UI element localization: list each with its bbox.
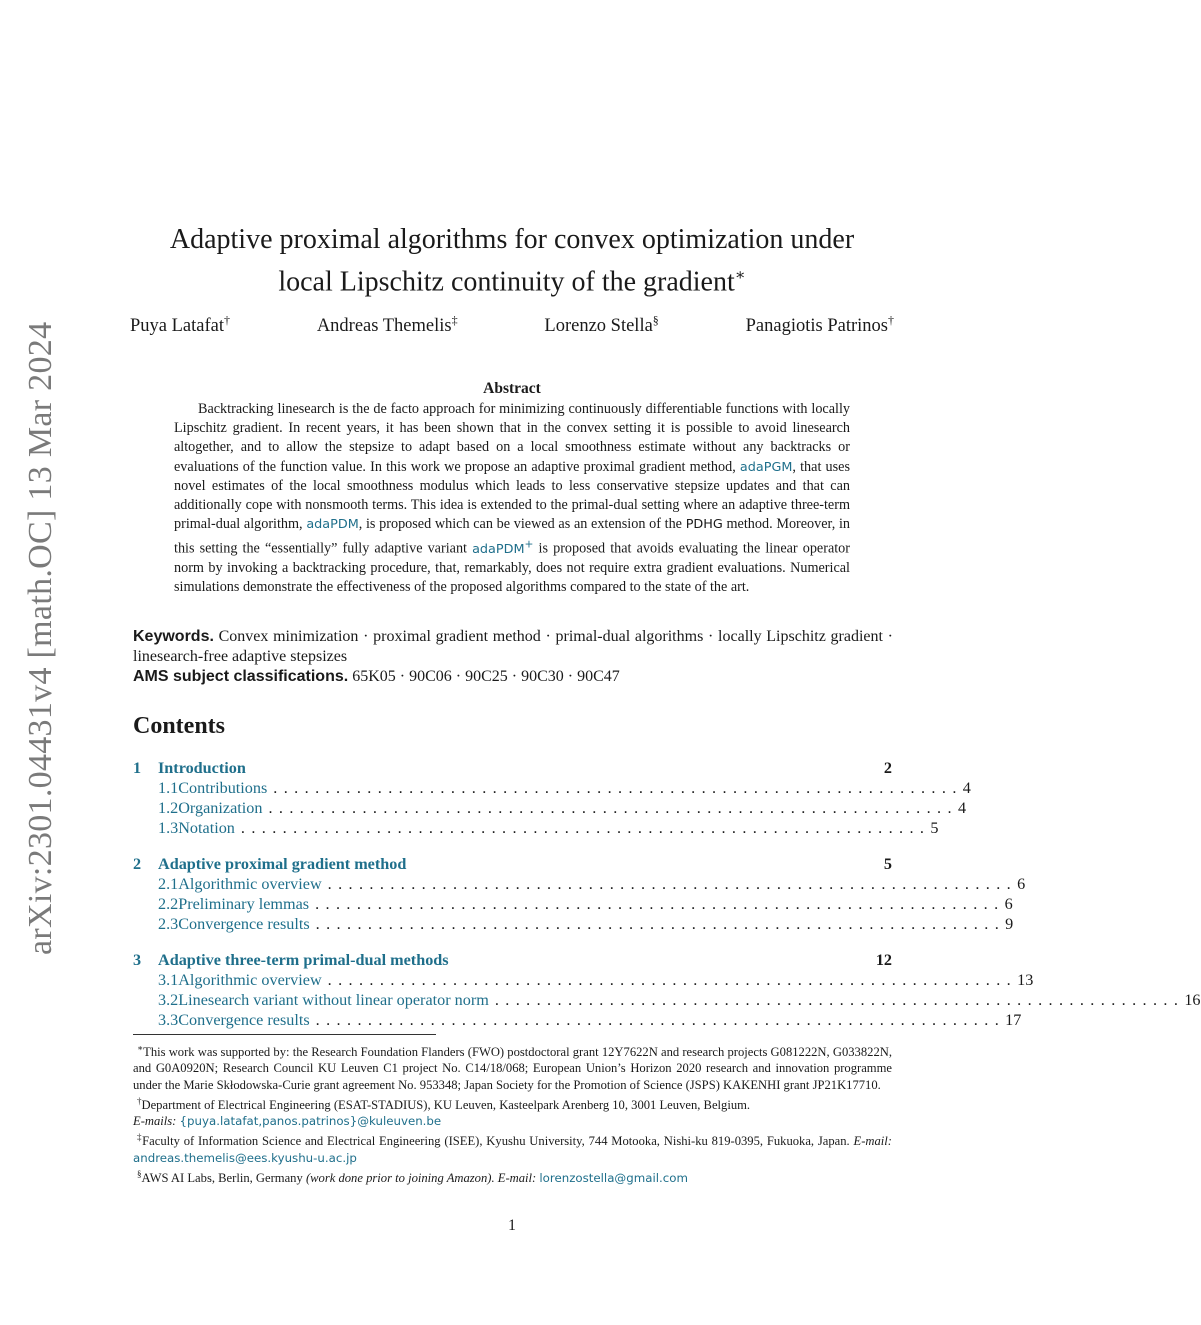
toc-subsection[interactable]: 1.2 Organization .................................................................. 4 [158,799,967,817]
toc-subsection[interactable]: 3.1 Algorithmic overview .................................................................. 13 [158,971,1034,989]
title-line-2: local Lipschitz continuity of the gradient [278,266,735,298]
ams-text: 65K05 · 90C06 · 90C25 · 90C30 · 90C47 [348,668,620,685]
keywords-text: Convex minimization · proximal gradient method · primal-dual algorithms · locally Lipschitz gradient · linesearch-free adaptive stepsizes [133,628,893,665]
page-number: 1 [508,1217,516,1234]
adapdm-plus-link[interactable]: adaPDM+ [472,537,534,557]
footnote-affiliation-kul: †Department of Electrical Engineering (ESAT-STADIUS), KU Leuven, Kasteelpark Arenberg 10, 3001 Leuven, Belgium. E-mails: {puya.latafat,panos.patrinos}@kuleuven.be [133,1095,751,1129]
toc-subsection[interactable]: 3.2 Linesearch variant without linear operator norm .................................................................. 16 [158,991,1201,1009]
paper-title [110,222,914,300]
author: Lorenzo Stella§ [544,313,659,337]
title-footnote-mark: ∗ [734,267,746,284]
toc-section[interactable]: 2 Adaptive proximal gradient method 5 [133,855,892,873]
email-link[interactable]: andreas.themelis@ees.kyushu-u.ac.jp [133,1150,357,1165]
arxiv-identifier: arXiv:2301.04431v4 [math.OC] 13 Mar 2024 [22,321,59,955]
email-link[interactable]: lorenzostella@gmail.com [539,1171,688,1186]
toc-subsection[interactable]: 2.2 Preliminary lemmas .................................................................. 6 [158,895,1013,913]
adapdm-link[interactable]: adaPDM [306,517,359,533]
toc-section[interactable]: 1 Introduction 2 [133,759,892,777]
footnote-affiliation-aws: §AWS AI Labs, Berlin, Germany (work done prior to joining Amazon). E-mail: lorenzostella@gmail.com [137,1168,688,1186]
author: Panagiotis Patrinos† [745,313,894,337]
toc-subsection[interactable]: 3.3 Convergence results .................................................................. 17 [158,1011,1022,1029]
email-link[interactable]: {puya.latafat,panos.patrinos}@kuleuven.be [179,1114,442,1129]
pdhg-name: PDHG [685,517,723,533]
toc-subsection[interactable]: 2.1 Algorithmic overview .................................................................. 6 [158,875,1026,893]
author: Andreas Themelis‡ [316,313,458,337]
contents-heading: Contents [133,713,226,739]
footnotes [133,1040,892,1186]
adapgm-link[interactable]: adaPGM [739,459,793,475]
keywords-label: Keywords. [133,628,214,645]
author-list [130,313,894,337]
abstract-body: Backtracking linesearch is the de facto approach for minimizing continuously differentiable functions with locally Lipschitz gradient. In recent years, it has been shown that in the convex setting it is possible to avoid linesearch altogether, and to allow the stepsize to adapt based on a local smoothness estimate without any backtracks or evaluations of the function value. In this work we propose an adaptive proximal gradient method, adaPGM, that uses novel estimates of the local smoothness modulus which leads to less conservative stepsize updates and that can additionally cope with nonsmooth terms. This idea is extended to the primal-dual setting where an adaptive three-term primal-dual algorithm, adaPDM, is proposed which can be viewed as an extension of the PDHG method. Moreover, in this setting the “essentially” fully adaptive variant adaPDM+ is proposed that avoids evaluating the linear operator norm by invoking a backtracking procedure, that, remarkably, does not require extra gradient evaluations. Numerical simulations demonstrate the effectiveness of the proposed algorithms compared to the state of the art. [174,401,850,596]
author: Puya Latafat† [130,313,230,337]
table-of-contents [133,758,1201,1030]
toc-section[interactable]: 3 Adaptive three-term primal-dual methods 12 [133,951,892,969]
title-line-1: Adaptive proximal algorithms for convex optimization under [169,224,855,255]
footnote-affiliation-kyushu: ‡Faculty of Information Science and Electrical Engineering (ISEE), Kyushu University, 744 Motooka, Nishi-ku 819-0395, Fukuoka, Japan. E-mail: andreas.themelis@ees.kyushu-u.ac.jp [133,1132,893,1165]
keywords-block [133,627,893,687]
footnote-rule [133,1034,436,1035]
abstract-heading: Abstract [483,380,541,397]
toc-subsection[interactable]: 1.1 Contributions .................................................................. 4 [158,779,971,797]
toc-subsection[interactable]: 2.3 Convergence results .................................................................. 9 [158,915,1014,933]
footnote-funding: ∗This work was supported by: the Research Foundation Flanders (FWO) postdoctoral grant 12Y7622N and research projects G081222N, G033822N, and G0A0920N; Research Council KU Leuven C1 project No. C14/18/068; European Union’s Horizon 2020 research and innovation programme under the Marie Skłodowska-Curie grant agreement No. 953348; Japan Society for the Promotion of Science (JSPS) KAKENHI grant JP21K17710. [133,1043,892,1092]
toc-subsection[interactable]: 1.3 Notation .................................................................. 5 [158,819,939,837]
ams-label: AMS subject classifications. [133,668,349,685]
